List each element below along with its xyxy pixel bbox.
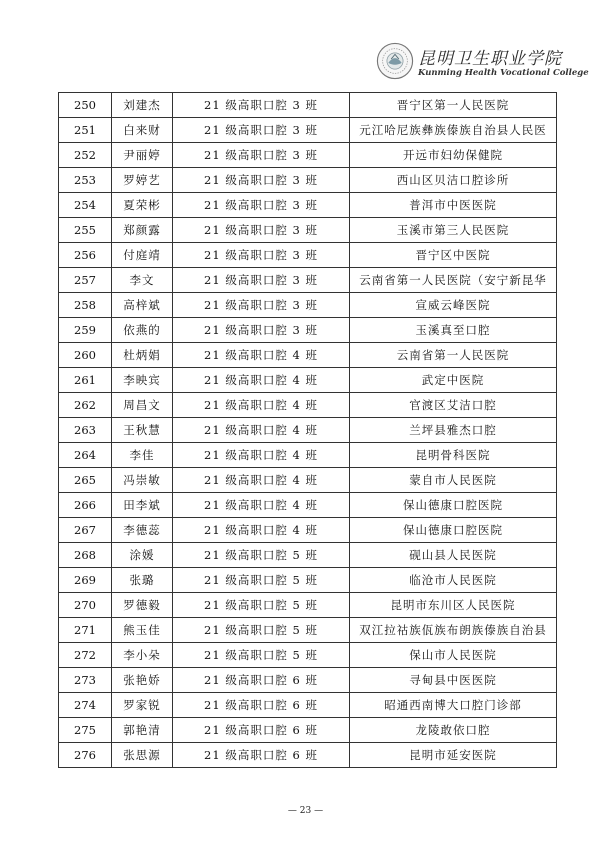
table-row [59, 168, 557, 193]
table-row [59, 243, 557, 268]
row-number: 273 [59, 668, 112, 693]
student-name: 李德蕊 [112, 518, 173, 543]
placement-unit: 玉溪真至口腔 [350, 318, 557, 343]
row-number: 251 [59, 118, 112, 143]
page-number: — 23 — [287, 806, 324, 816]
table-row [59, 443, 557, 468]
class-name: 21 级高职口腔 3 班 [173, 168, 350, 193]
class-name: 21 级高职口腔 6 班 [173, 693, 350, 718]
table-row [59, 318, 557, 343]
student-name: 白来财 [112, 118, 173, 143]
student-name: 冯崇敏 [112, 468, 173, 493]
placement-unit: 保山德康口腔医院 [350, 518, 557, 543]
table-row [59, 743, 557, 768]
student-name: 罗婷艺 [112, 168, 173, 193]
table-row [59, 643, 557, 668]
table-row [59, 468, 557, 493]
table-row [59, 268, 557, 293]
class-name: 21 级高职口腔 5 班 [173, 543, 350, 568]
class-name: 21 级高职口腔 4 班 [173, 443, 350, 468]
student-name: 杜炳娟 [112, 343, 173, 368]
row-number: 263 [59, 418, 112, 443]
student-name: 郭艳清 [112, 718, 173, 743]
student-name: 夏荣彬 [112, 193, 173, 218]
placement-unit: 蒙自市人民医院 [350, 468, 557, 493]
placement-unit: 官渡区艾洁口腔 [350, 393, 557, 418]
student-name: 张艳娇 [112, 668, 173, 693]
class-name: 21 级高职口腔 3 班 [173, 318, 350, 343]
row-number: 272 [59, 643, 112, 668]
placement-unit: 昆明骨科医院 [350, 443, 557, 468]
table-row [59, 493, 557, 518]
table-row [59, 668, 557, 693]
class-name: 21 级高职口腔 5 班 [173, 568, 350, 593]
placement-unit: 保山市人民医院 [350, 643, 557, 668]
placement-unit: 西山区贝洁口腔诊所 [350, 168, 557, 193]
table-row [59, 593, 557, 618]
table-row [59, 393, 557, 418]
page-header [0, 0, 611, 90]
row-number: 262 [59, 393, 112, 418]
college-name-cn: 昆明卫生职业学院 [418, 49, 562, 69]
placement-unit: 晋宁区中医院 [350, 243, 557, 268]
student-name: 李小朵 [112, 643, 173, 668]
student-name: 张思源 [112, 743, 173, 768]
row-number: 254 [59, 193, 112, 218]
student-name: 高梓斌 [112, 293, 173, 318]
placement-unit: 晋宁区第一人民医院 [350, 93, 557, 118]
row-number: 252 [59, 143, 112, 168]
class-name: 21 级高职口腔 6 班 [173, 668, 350, 693]
class-name: 21 级高职口腔 3 班 [173, 243, 350, 268]
row-number: 274 [59, 693, 112, 718]
student-name: 郑颜露 [112, 218, 173, 243]
student-name: 尹丽婷 [112, 143, 173, 168]
college-seal-icon [376, 42, 414, 80]
placement-unit: 普洱市中医医院 [350, 193, 557, 218]
student-name: 依燕的 [112, 318, 173, 343]
class-name: 21 级高职口腔 4 班 [173, 418, 350, 443]
student-name: 罗德毅 [112, 593, 173, 618]
class-name: 21 级高职口腔 3 班 [173, 193, 350, 218]
row-number: 261 [59, 368, 112, 393]
row-number: 268 [59, 543, 112, 568]
student-name: 付庭靖 [112, 243, 173, 268]
student-name: 罗家锐 [112, 693, 173, 718]
table-row [59, 418, 557, 443]
table-row [59, 543, 557, 568]
row-number: 259 [59, 318, 112, 343]
table-row [59, 518, 557, 543]
row-number: 266 [59, 493, 112, 518]
table-row [59, 218, 557, 243]
table-row [59, 118, 557, 143]
placement-unit: 开远市妇幼保健院 [350, 143, 557, 168]
table-row [59, 368, 557, 393]
class-name: 21 级高职口腔 4 班 [173, 518, 350, 543]
class-name: 21 级高职口腔 6 班 [173, 718, 350, 743]
placement-unit: 龙陵敢依口腔 [350, 718, 557, 743]
class-name: 21 级高职口腔 3 班 [173, 218, 350, 243]
table-body [59, 93, 557, 768]
row-number: 258 [59, 293, 112, 318]
class-name: 21 级高职口腔 4 班 [173, 493, 350, 518]
row-number: 250 [59, 93, 112, 118]
class-name: 21 级高职口腔 4 班 [173, 368, 350, 393]
table-row [59, 293, 557, 318]
class-name: 21 级高职口腔 5 班 [173, 643, 350, 668]
row-number: 271 [59, 618, 112, 643]
student-name: 熊玉佳 [112, 618, 173, 643]
student-name: 李佳 [112, 443, 173, 468]
student-name: 李文 [112, 268, 173, 293]
placement-unit: 元江哈尼族彝族傣族自治县人民医 [350, 118, 557, 143]
table-row [59, 193, 557, 218]
table-row [59, 568, 557, 593]
row-number: 265 [59, 468, 112, 493]
row-number: 267 [59, 518, 112, 543]
row-number: 253 [59, 168, 112, 193]
row-number: 260 [59, 343, 112, 368]
class-name: 21 级高职口腔 3 班 [173, 268, 350, 293]
placement-unit: 临沧市人民医院 [350, 568, 557, 593]
class-name: 21 级高职口腔 4 班 [173, 393, 350, 418]
class-name: 21 级高职口腔 3 班 [173, 293, 350, 318]
student-name: 刘建杰 [112, 93, 173, 118]
placement-unit: 云南省第一人民医院 [350, 343, 557, 368]
placement-unit: 玉溪市第三人民医院 [350, 218, 557, 243]
placement-unit: 寻甸县中医医院 [350, 668, 557, 693]
class-name: 21 级高职口腔 6 班 [173, 743, 350, 768]
student-name: 王秋慧 [112, 418, 173, 443]
placement-unit: 保山德康口腔医院 [350, 493, 557, 518]
class-name: 21 级高职口腔 3 班 [173, 118, 350, 143]
class-name: 21 级高职口腔 4 班 [173, 343, 350, 368]
student-name: 涂媛 [112, 543, 173, 568]
class-name: 21 级高职口腔 3 班 [173, 143, 350, 168]
placement-unit: 双江拉祜族佤族布朗族傣族自治县 [350, 618, 557, 643]
class-name: 21 级高职口腔 3 班 [173, 93, 350, 118]
student-name: 周昌文 [112, 393, 173, 418]
placement-unit: 宣威云峰医院 [350, 293, 557, 318]
placement-unit: 武定中医院 [350, 368, 557, 393]
row-number: 256 [59, 243, 112, 268]
placement-unit: 昆明市延安医院 [350, 743, 557, 768]
class-name: 21 级高职口腔 5 班 [173, 618, 350, 643]
table-row [59, 693, 557, 718]
student-name: 李映宾 [112, 368, 173, 393]
class-name: 21 级高职口腔 4 班 [173, 468, 350, 493]
row-number: 275 [59, 718, 112, 743]
row-number: 270 [59, 593, 112, 618]
table-row [59, 143, 557, 168]
row-number: 257 [59, 268, 112, 293]
placement-unit: 兰坪县雅杰口腔 [350, 418, 557, 443]
placement-unit: 昭通西南博大口腔门诊部 [350, 693, 557, 718]
table-row [59, 618, 557, 643]
student-name: 张璐 [112, 568, 173, 593]
student-placement-table [58, 92, 557, 768]
table-row [59, 718, 557, 743]
row-number: 255 [59, 218, 112, 243]
student-name: 田李斌 [112, 493, 173, 518]
college-name-en: Kunming Health Vocational College [418, 68, 589, 78]
row-number: 269 [59, 568, 112, 593]
placement-unit: 昆明市东川区人民医院 [350, 593, 557, 618]
table-row [59, 93, 557, 118]
placement-unit: 砚山县人民医院 [350, 543, 557, 568]
row-number: 264 [59, 443, 112, 468]
placement-unit: 云南省第一人民医院（安宁新昆华 [350, 268, 557, 293]
class-name: 21 级高职口腔 5 班 [173, 593, 350, 618]
row-number: 276 [59, 743, 112, 768]
table-row [59, 343, 557, 368]
